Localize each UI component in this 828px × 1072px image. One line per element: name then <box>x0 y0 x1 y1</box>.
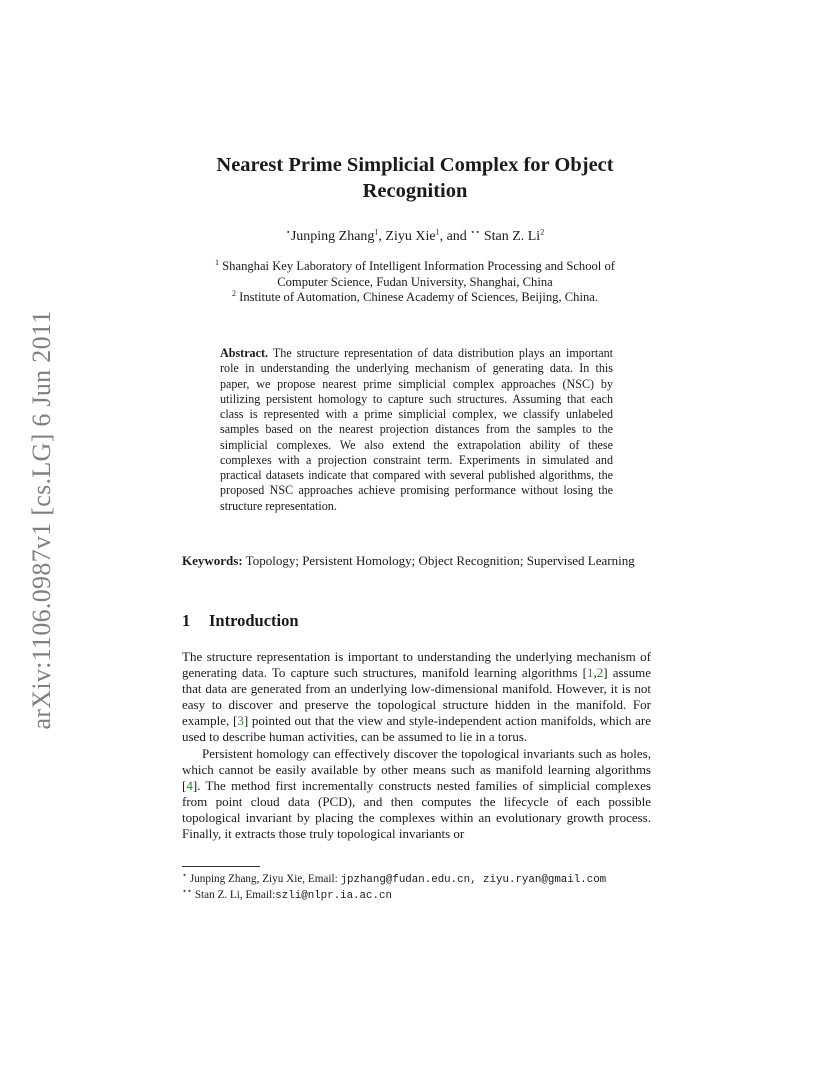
author-list <box>150 229 680 245</box>
author-1-name: Junping Zhang <box>290 229 375 244</box>
keywords-text: Topology; Persistent Homology; Object Recognition; Supervised Learning <box>242 553 635 568</box>
citation-link[interactable]: 2 <box>596 665 604 681</box>
section-title: Introduction <box>209 611 299 630</box>
section-heading <box>182 611 299 631</box>
author-2-name: Ziyu Xie <box>385 229 436 244</box>
affiliation-2-text: Institute of Automation, Chinese Academy of Sciences, Beijing, China. <box>235 290 598 304</box>
paper-title <box>150 152 680 204</box>
affiliation-1-number: 1 <box>215 257 220 267</box>
keywords <box>182 553 651 570</box>
body-text <box>182 649 651 842</box>
author-3-affiliation: 2 <box>540 227 545 237</box>
paragraph-2 <box>182 746 651 843</box>
affiliation-1 <box>190 259 640 290</box>
title-line-1: Nearest Prime Simplicial Complex for Object <box>216 154 614 176</box>
citation-link[interactable]: 3 <box>237 713 244 729</box>
citation-link[interactable]: 1 <box>586 665 594 681</box>
author-2-affiliation: 1 <box>435 227 440 237</box>
footnote-1-text: Junping Zhang, Ziyu Xie, Email: <box>187 873 341 885</box>
footnote-2-text: Stan Z. Li, Email: <box>192 889 276 901</box>
affiliation-2-number: 2 <box>231 288 236 298</box>
footnote-1-mark: ⋆ <box>182 870 188 880</box>
footnote-2 <box>182 888 651 904</box>
footnote-rule <box>182 866 260 867</box>
paragraph-text: ]. The method first incrementally constructs nested families of simplicial complexes from point cloud data (PCD), and then computes the lifecycle of each possible topological invariant by placing the complexes within an evolutionary growth process. Finally, it extracts those truly topological invariants or <box>182 777 651 842</box>
footnote-2-mark: ⋆⋆ <box>182 886 193 896</box>
abstract-text: The structure representation of data distribution plays an important role in understanding the underlying mechanism of generating data. In this paper, we propose nearest prime simplicial complex approaches (NSC) by utilizing persistent homology to capture such structures. Assuming that each class is represented with a prime simplicial complex, we classify unlabeled samples based on the nearest projection distances from the samples to the simplicial complexes. We also extend the extrapolation ability of these complexes with a projection constraint term. Experiments in simulated and practical datasets indicate that compared with several published algorithms, the proposed NSC approaches achieve promising performance without losing the structure representation. <box>220 346 613 513</box>
paragraph-1 <box>182 649 651 746</box>
footnote-1 <box>182 872 651 888</box>
author-1-affiliation: 1 <box>374 227 379 237</box>
affiliation-1-text: Shanghai Key Laboratory of Intelligent Information Processing and School of <box>219 259 615 273</box>
paragraph-text: ] pointed out that the view and style-independent action manifolds, which are used to describe human activities, can be assumed to lie in a torus. <box>182 713 651 745</box>
keywords-label: Keywords: <box>182 553 243 568</box>
author-separator: , <box>378 229 386 244</box>
affiliation-1-line-1 <box>190 259 640 275</box>
affiliation-2 <box>190 290 640 306</box>
footnote-1-email: jpzhang@fudan.edu.cn, ziyu.ryan@gmail.com <box>340 874 607 886</box>
author-separator: , and <box>439 229 471 244</box>
affiliation-1-line-2: Computer Science, Fudan University, Shanghai, China <box>277 274 553 289</box>
footnote-2-email: szli@nlpr.ia.ac.cn <box>275 890 392 902</box>
paragraph-text: Persistent homology can effectively discover the topological invariants such as holes, which cannot be easily available by other means such as manifold learning algorithms [ <box>182 745 651 793</box>
title-line-2: Recognition <box>362 180 468 202</box>
paragraph-text: ] assume that data are generated from an underlying low-dimensional manifold. However, it is not easy to discover and preserve the topological structure hidden in the manifold. For example, [ <box>182 665 651 729</box>
paragraph-text: The structure representation is important to understanding the underlying mechanism of generating data. To capture such structures, manifold learning algorithms [ <box>182 649 651 681</box>
section-number: 1 <box>182 611 191 630</box>
author-3-mark: ⋆⋆ <box>470 227 481 237</box>
footnotes <box>182 872 651 904</box>
author-3-name: Stan Z. Li <box>480 229 541 244</box>
author-1-mark: ⋆ <box>285 227 291 237</box>
arxiv-stamp-text: arXiv:1106.0987v1 [cs.LG] 6 Jun 2011 <box>27 310 56 730</box>
paragraph-text: , <box>593 665 597 681</box>
abstract-label: Abstract. <box>220 346 269 360</box>
arxiv-stamp <box>22 300 62 740</box>
citation-link[interactable]: 4 <box>186 777 193 793</box>
abstract <box>220 346 613 514</box>
